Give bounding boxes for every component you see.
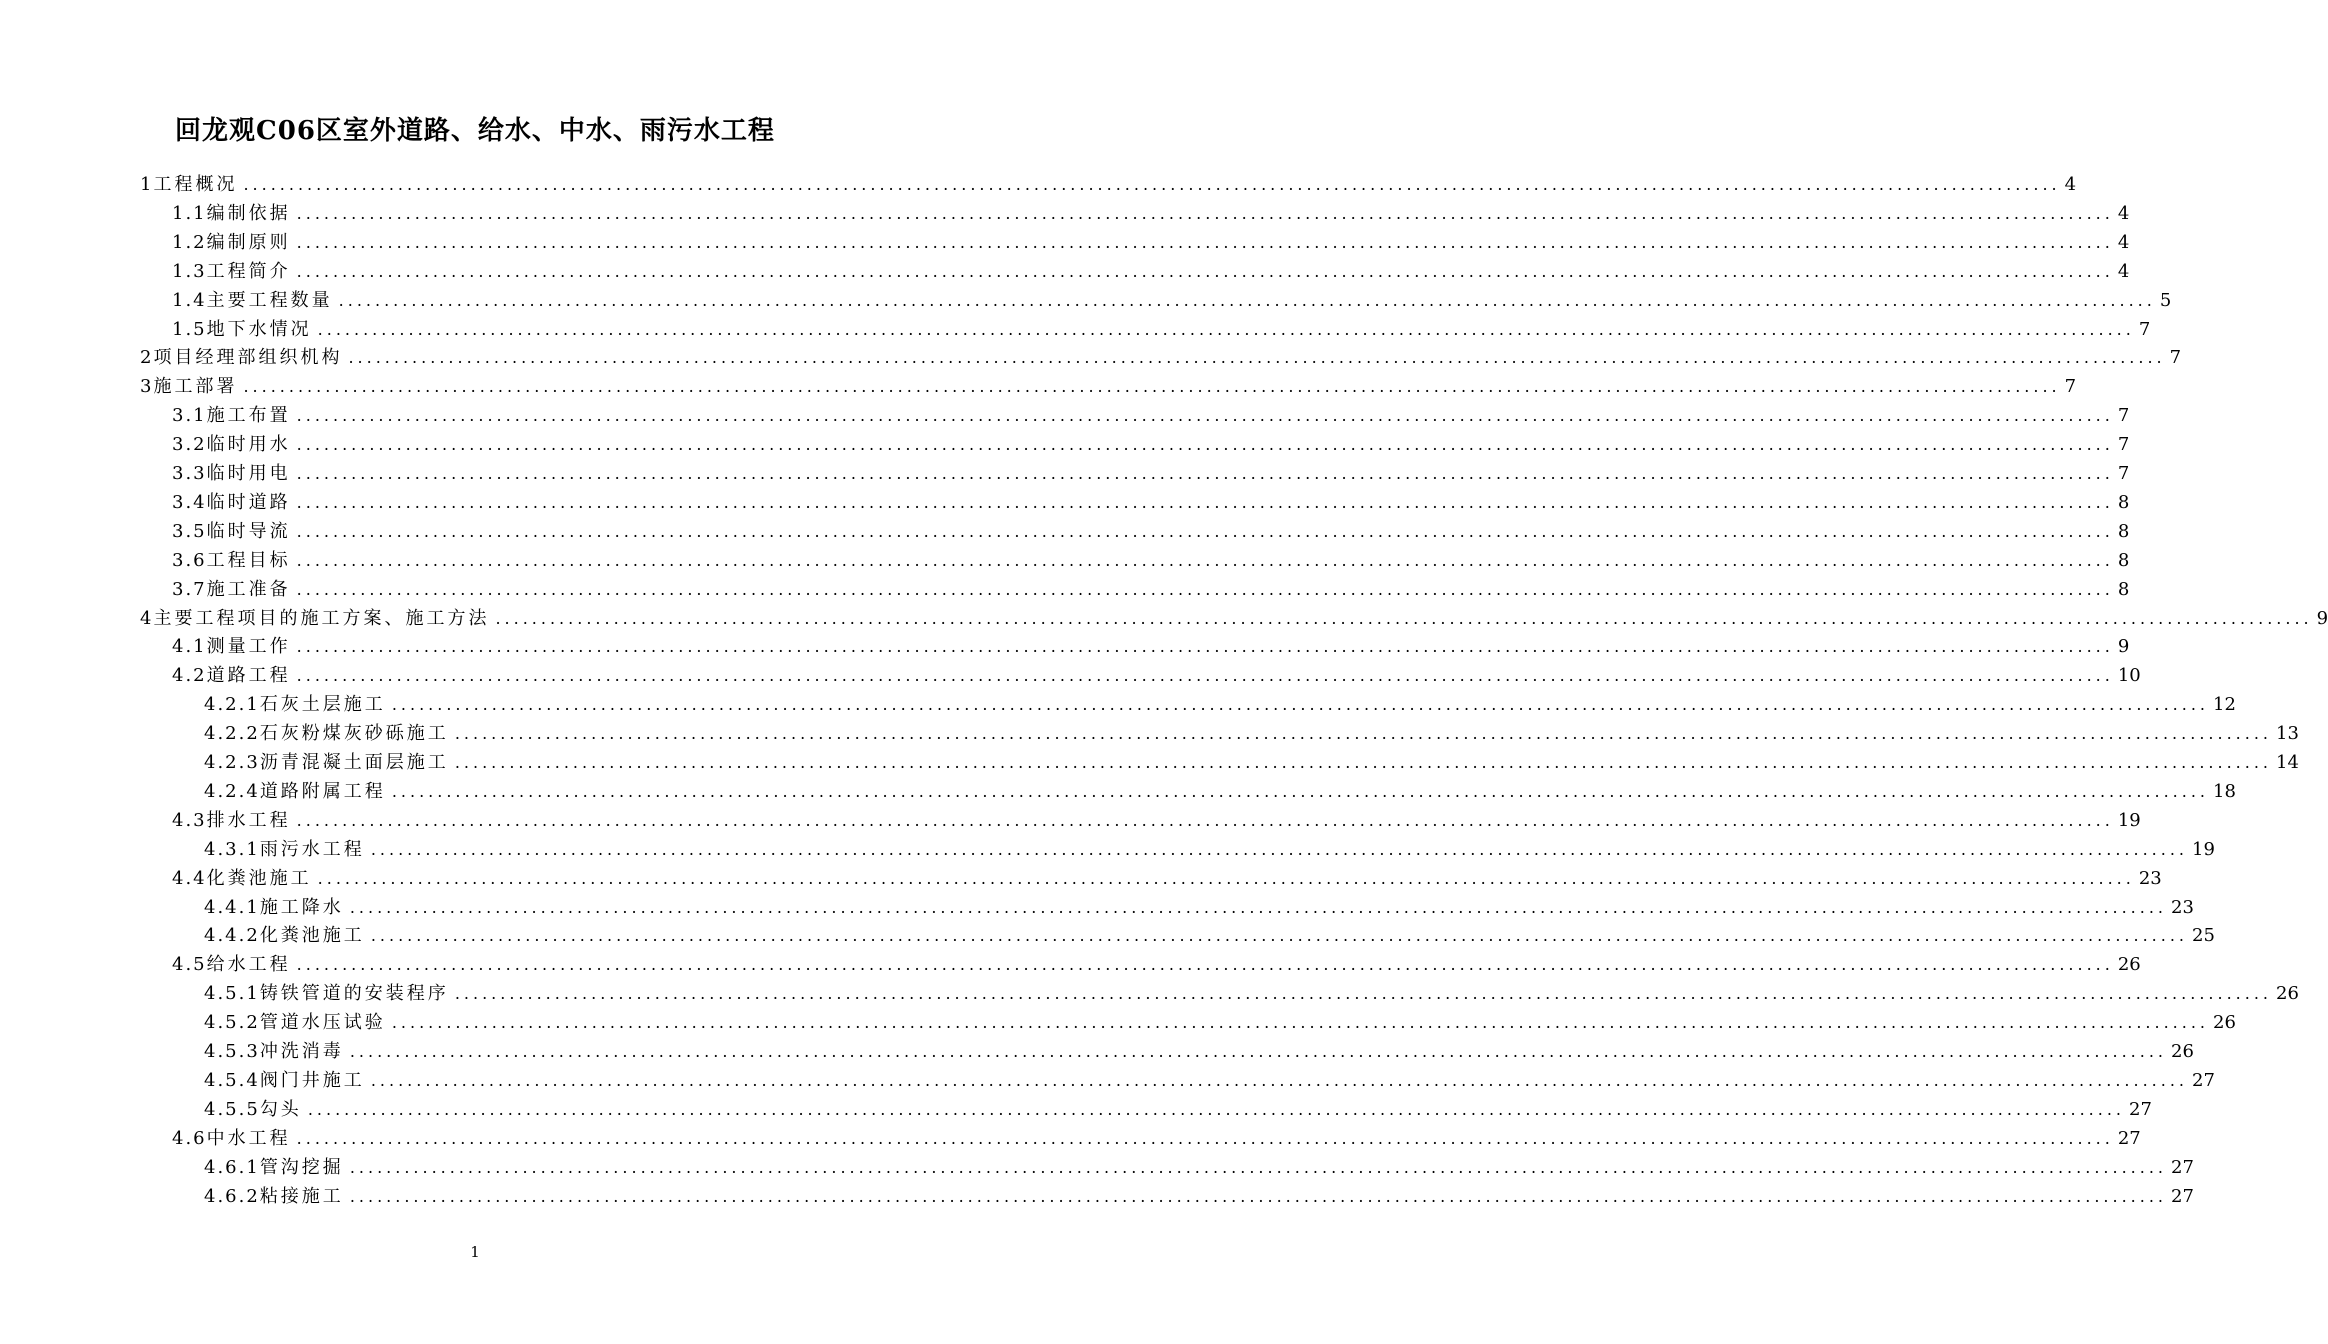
toc-entry-number: 4.6.2 xyxy=(204,1185,260,1207)
toc-entry-title: 编制原则 xyxy=(206,231,291,253)
toc-entry-number: 1.5 xyxy=(172,318,207,340)
toc-entry-title: 项目经理部组织机构 xyxy=(153,347,343,369)
toc-entry-page: 7 xyxy=(2064,376,2077,398)
toc-entry[interactable] xyxy=(140,170,2077,199)
toc-entry[interactable] xyxy=(172,950,2141,979)
toc-entry-page: 4 xyxy=(2117,260,2130,282)
toc-entry-page: 27 xyxy=(2171,1185,2194,1207)
toc-entry-page: 25 xyxy=(2192,925,2215,947)
toc-entry[interactable] xyxy=(140,343,2182,372)
toc-dot-leader: ........................................................................................................................................................................................................ xyxy=(296,1128,2114,1148)
toc-entry-page: 9 xyxy=(2316,607,2328,629)
toc-dot-leader: ........................................................................................................................................................................................................ xyxy=(296,810,2114,830)
toc-entry-page: 7 xyxy=(2117,463,2130,484)
toc-entry-title: 临时用电 xyxy=(206,463,291,484)
toc-dot-leader: ........................................................................................................................................................................................................ xyxy=(296,579,2114,599)
toc-entry-page: 27 xyxy=(2129,1098,2152,1120)
toc-entry-number: 4.5.5 xyxy=(204,1098,260,1120)
toc-dot-leader: ........................................................................................................................................................................................................ xyxy=(296,666,2114,686)
toc-entry-number: 3.6 xyxy=(172,549,207,571)
toc-entry[interactable] xyxy=(140,604,2328,633)
toc-entry[interactable] xyxy=(172,517,2130,546)
toc-entry-page: 27 xyxy=(2192,1069,2215,1091)
toc-entry-page: 19 xyxy=(2192,838,2215,860)
toc-entry-number: 2 xyxy=(140,347,154,369)
toc-entry-page: 8 xyxy=(2117,491,2130,513)
toc-entry-number: 3.7 xyxy=(172,578,207,600)
toc-entry-page: 8 xyxy=(2117,549,2130,571)
toc-dot-leader: ........................................................................................................................................................................................................ xyxy=(391,781,2209,801)
toc-entry-page: 14 xyxy=(2276,752,2299,773)
toc-entry[interactable] xyxy=(172,575,2130,604)
toc-entry-title: 排水工程 xyxy=(206,809,291,831)
toc-entry-number: 4.5.2 xyxy=(204,1012,260,1034)
toc-dot-leader: ........................................................................................................................................................................................................ xyxy=(317,868,2135,888)
toc-dot-leader: ........................................................................................................................................................................................................ xyxy=(296,550,2114,570)
document-title: 回龙观C06区室外道路、给水、中水、雨污水工程 xyxy=(175,116,775,146)
toc-entry-page: 19 xyxy=(2117,809,2141,831)
toc-dot-leader: ........................................................................................................................................................................................................ xyxy=(296,232,2114,252)
toc-entry-number: 3.3 xyxy=(172,463,207,484)
toc-entry-number: 4.1 xyxy=(172,636,207,658)
toc-entry[interactable] xyxy=(172,430,2130,459)
toc-entry-title: 工程目标 xyxy=(206,549,291,571)
toc-dot-leader: ........................................................................................................................................................................................................ xyxy=(370,926,2188,946)
toc-entry-page: 18 xyxy=(2213,780,2236,802)
toc-entry[interactable] xyxy=(204,1153,2194,1182)
toc-entry-title: 施工准备 xyxy=(206,578,291,600)
toc-dot-leader: ........................................................................................................................................................................................................ xyxy=(296,955,2114,975)
toc-entry-number: 4.5.1 xyxy=(204,983,260,1005)
toc-entry-number: 3.5 xyxy=(172,520,207,542)
toc-dot-leader: ........................................................................................................................................................................................................ xyxy=(495,608,2313,628)
toc-dot-leader: ........................................................................................................................................................................................................ xyxy=(454,753,2272,772)
toc-entry-number: 1 xyxy=(140,174,154,195)
toc-entry-title: 测量工作 xyxy=(206,636,291,658)
toc-entry-title: 化粪池施工 xyxy=(206,867,312,889)
toc-entry-title: 铸铁管道的安装程序 xyxy=(259,983,449,1005)
toc-entry-title: 临时导流 xyxy=(206,520,291,542)
toc-entry-page: 7 xyxy=(2117,405,2130,427)
toc-entry-page: 7 xyxy=(2117,434,2130,456)
toc-entry[interactable] xyxy=(172,806,2141,835)
toc-entry-page: 4 xyxy=(2064,174,2077,195)
toc-entry-number: 4.2 xyxy=(172,665,207,687)
toc-entry-number: 4.6 xyxy=(172,1127,207,1149)
toc-entry-number: 3.1 xyxy=(172,405,207,427)
toc-entry-title: 主要工程项目的施工方案、施工方法 xyxy=(153,607,490,629)
toc-entry-page: 7 xyxy=(2169,347,2182,369)
toc-entry[interactable] xyxy=(172,1124,2141,1153)
toc-entry[interactable] xyxy=(204,835,2215,864)
toc-entry-number: 4.6.1 xyxy=(204,1156,260,1178)
toc-entry-number: 4.2.2 xyxy=(204,723,260,745)
toc-entry-number: 1.3 xyxy=(172,260,207,282)
toc-entry-title: 雨污水工程 xyxy=(259,838,365,860)
toc-entry-title: 粘接施工 xyxy=(259,1185,344,1207)
toc-entry[interactable] xyxy=(204,777,2236,806)
toc-entry-page: 9 xyxy=(2117,636,2130,658)
toc-entry-number: 1.2 xyxy=(172,231,207,253)
toc-entry-page: 8 xyxy=(2117,520,2130,542)
toc-entry-page: 7 xyxy=(2138,318,2151,340)
toc-entry-title: 石灰土层施工 xyxy=(259,694,386,716)
toc-entry[interactable] xyxy=(172,315,2151,344)
toc-entry[interactable] xyxy=(172,459,2130,488)
toc-entry-number: 4.3.1 xyxy=(204,838,260,860)
toc-entry-page: 26 xyxy=(2171,1041,2194,1062)
toc-entry-page: 5 xyxy=(2159,289,2172,311)
toc-entry[interactable] xyxy=(172,228,2130,257)
toc-entry[interactable] xyxy=(172,488,2130,517)
toc-entry-page: 8 xyxy=(2117,578,2130,600)
toc-entry[interactable] xyxy=(204,1182,2194,1211)
toc-dot-leader: ........................................................................................................................................................................................................ xyxy=(296,521,2114,541)
toc-entry-page: 23 xyxy=(2138,867,2162,889)
toc-entry-number: 4 xyxy=(140,607,154,629)
toc-entry-title: 沥青混凝土面层施工 xyxy=(259,752,449,773)
toc-entry-number: 4.2.4 xyxy=(204,780,260,802)
toc-entry[interactable] xyxy=(172,546,2130,575)
toc-entry-page: 10 xyxy=(2117,665,2141,687)
toc-entry-number: 4.5.3 xyxy=(204,1041,260,1062)
toc-dot-leader: ........................................................................................................................................................................................................ xyxy=(349,1186,2167,1206)
toc-dot-leader: ........................................................................................................................................................................................................ xyxy=(296,203,2114,223)
toc-entry[interactable] xyxy=(172,199,2130,228)
toc-entry-page: 4 xyxy=(2117,231,2130,253)
toc-dot-leader: ........................................................................................................................................................................................................ xyxy=(370,1070,2188,1090)
toc-entry-number: 4.5.4 xyxy=(204,1069,260,1091)
toc-entry[interactable] xyxy=(204,1066,2215,1095)
toc-dot-leader: ........................................................................................................................................................................................................ xyxy=(454,724,2272,744)
toc-entry[interactable] xyxy=(204,979,2299,1008)
toc-dot-leader: ........................................................................................................................................................................................................ xyxy=(349,1157,2167,1177)
toc-entry-title: 阀门井施工 xyxy=(259,1069,365,1091)
toc-entry[interactable] xyxy=(172,864,2162,893)
toc-dot-leader: ........................................................................................................................................................................................................ xyxy=(349,1042,2167,1061)
toc-entry-title: 临时用水 xyxy=(206,434,291,456)
toc-entry-title: 给水工程 xyxy=(206,954,291,976)
toc-entry-page: 4 xyxy=(2117,202,2130,224)
toc-entry-number: 1.1 xyxy=(172,202,207,224)
toc-dot-leader: ........................................................................................................................................................................................................ xyxy=(349,897,2167,917)
toc-entry-number: 4.4.1 xyxy=(204,896,260,918)
toc-entry-title: 石灰粉煤灰砂砾施工 xyxy=(259,723,449,745)
toc-entry-number: 4.5 xyxy=(172,954,207,976)
toc-entry-title: 化粪池施工 xyxy=(259,925,365,947)
toc-dot-leader: ........................................................................................................................................................................................................ xyxy=(296,406,2114,426)
toc-entry-page: 13 xyxy=(2276,723,2299,745)
toc-entry-number: 3.4 xyxy=(172,491,207,513)
toc-entry[interactable] xyxy=(204,1037,2194,1066)
toc-entry[interactable] xyxy=(172,401,2130,430)
toc-entry[interactable] xyxy=(172,661,2141,690)
toc-entry-page: 26 xyxy=(2117,954,2141,976)
toc-dot-leader: ........................................................................................................................................................................................................ xyxy=(348,348,2166,368)
page-number: 1 xyxy=(470,1243,480,1261)
toc-entry-title: 管沟挖掘 xyxy=(259,1156,344,1178)
toc-entry-number: 4.2.3 xyxy=(204,752,260,773)
toc-entry-page: 27 xyxy=(2171,1156,2194,1178)
toc-dot-leader: ........................................................................................................................................................................................................ xyxy=(391,1013,2209,1033)
toc-entry-title: 编制依据 xyxy=(206,202,291,224)
toc-dot-leader: ........................................................................................................................................................................................................ xyxy=(317,319,2135,339)
toc-entry-title: 中水工程 xyxy=(206,1127,291,1149)
toc-entry-title: 道路工程 xyxy=(206,665,291,687)
toc-entry-title: 主要工程数量 xyxy=(206,289,333,311)
toc-entry-title: 冲洗消毒 xyxy=(259,1041,344,1062)
toc-entry-title: 勾头 xyxy=(259,1098,302,1120)
toc-dot-leader: ........................................................................................................................................................................................................ xyxy=(370,839,2188,859)
toc-entry[interactable] xyxy=(204,1095,2152,1124)
toc-dot-leader: ........................................................................................................................................................................................................ xyxy=(296,492,2114,512)
toc-entry-title: 工程简介 xyxy=(206,260,291,282)
toc-entry[interactable] xyxy=(172,286,2172,315)
toc-dot-leader: ........................................................................................................................................................................................................ xyxy=(391,695,2209,715)
toc-dot-leader: ........................................................................................................................................................................................................ xyxy=(296,637,2114,657)
toc-entry-number: 3 xyxy=(140,376,154,398)
toc-dot-leader: ........................................................................................................................................................................................................ xyxy=(296,261,2114,281)
toc-dot-leader: ........................................................................................................................................................................................................ xyxy=(296,435,2114,455)
toc-entry-page: 27 xyxy=(2117,1127,2141,1149)
toc-entry-number: 4.4.2 xyxy=(204,925,260,947)
toc-dot-leader: ........................................................................................................................................................................................................ xyxy=(454,984,2272,1004)
toc-entry[interactable] xyxy=(204,719,2299,748)
toc-entry-title: 施工部署 xyxy=(153,376,238,398)
toc-dot-leader: ........................................................................................................................................................................................................ xyxy=(338,290,2156,310)
toc-entry-page: 26 xyxy=(2213,1012,2236,1034)
toc-entry-title: 施工降水 xyxy=(259,896,344,918)
toc-entry[interactable] xyxy=(172,257,2130,286)
toc-entry-page: 12 xyxy=(2213,694,2236,716)
toc-entry[interactable] xyxy=(204,748,2299,777)
toc-entry-title: 道路附属工程 xyxy=(259,780,386,802)
toc-entry-number: 4.2.1 xyxy=(204,694,260,716)
toc-entry[interactable] xyxy=(204,921,2215,950)
toc-entry-title: 地下水情况 xyxy=(206,318,312,340)
toc-dot-leader: ........................................................................................................................................................................................................ xyxy=(307,1099,2125,1119)
toc-dot-leader: ........................................................................................................................................................................................................ xyxy=(243,377,2061,397)
toc-entry[interactable] xyxy=(204,1008,2236,1037)
toc-entry[interactable] xyxy=(140,372,2077,401)
toc-entry[interactable] xyxy=(204,690,2236,719)
toc-entry[interactable] xyxy=(172,632,2130,661)
toc-entry-title: 管道水压试验 xyxy=(259,1012,386,1034)
toc-entry-number: 3.2 xyxy=(172,434,207,456)
toc-dot-leader: ........................................................................................................................................................................................................ xyxy=(243,175,2061,194)
toc-dot-leader: ........................................................................................................................................................................................................ xyxy=(296,464,2114,483)
toc-entry-number: 1.4 xyxy=(172,289,207,311)
toc-entry-page: 26 xyxy=(2276,983,2299,1005)
toc-entry-page: 23 xyxy=(2171,896,2194,918)
toc-entry[interactable] xyxy=(204,893,2194,922)
toc-entry-title: 工程概况 xyxy=(153,174,238,195)
toc-entry-title: 施工布置 xyxy=(206,405,291,427)
toc-entry-title: 临时道路 xyxy=(206,491,291,513)
toc-entry-number: 4.3 xyxy=(172,809,207,831)
toc-entry-number: 4.4 xyxy=(172,867,207,889)
